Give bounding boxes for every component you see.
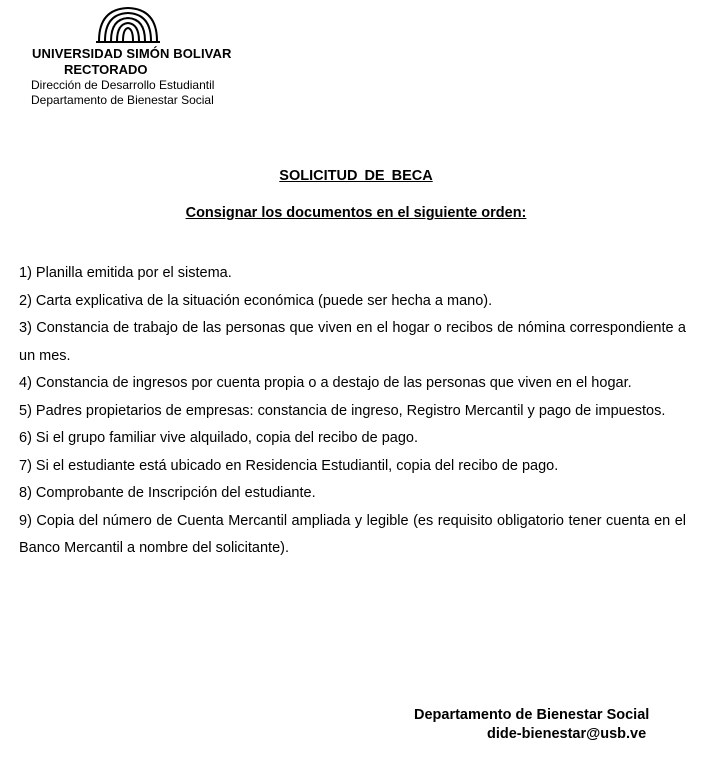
document-title: SOLICITUD DE BECA: [279, 168, 433, 184]
rectorado-label: RECTORADO: [64, 62, 148, 77]
footer-department: Departamento de Bienestar Social: [414, 707, 650, 723]
footer-email: dide-bienestar@usb.ve: [487, 726, 647, 742]
department-label: Departamento de Bienestar Social: [31, 93, 214, 107]
list-item: 1) Planilla emitida por el sistema.: [19, 265, 232, 281]
document-subtitle: Consignar los documentos en el siguiente orden:: [185, 205, 527, 221]
university-logo: [96, 5, 160, 43]
direction-label: Dirección de Desarrollo Estudiantil: [31, 78, 215, 92]
list-item: 9) Copia del número de Cuenta Mercantil ampliada y legible (es requisito obligatorio tener cuenta en el Banco Mercantil a nombre del solicitante).: [19, 512, 686, 556]
list-item: 7) Si el estudiante está ubicado en Residencia Estudiantil, copia del recibo de pago.: [19, 457, 559, 474]
list-item: 6) Si el grupo familiar vive alquilado, copia del recibo de pago.: [19, 430, 418, 446]
list-item: 5) Padres propietarios de empresas: constancia de ingreso, Registro Mercantil y pago de impuestos.: [19, 402, 666, 419]
list-item: 3) Constancia de trabajo de las personas que viven en el hogar o recibos de nómina correspondiente a un mes.: [19, 320, 686, 364]
list-item: 8) Comprobante de Inscripción del estudiante.: [19, 485, 316, 501]
list-item: 4) Constancia de ingresos por cuenta propia o a destajo de las personas que viven en el hogar.: [19, 375, 632, 391]
requirements-list: [19, 260, 686, 563]
list-item: 2) Carta explicativa de la situación económica (puede ser hecha a mano).: [19, 292, 493, 309]
university-name: UNIVERSIDAD SIMÓN BOLIVAR: [32, 46, 232, 61]
